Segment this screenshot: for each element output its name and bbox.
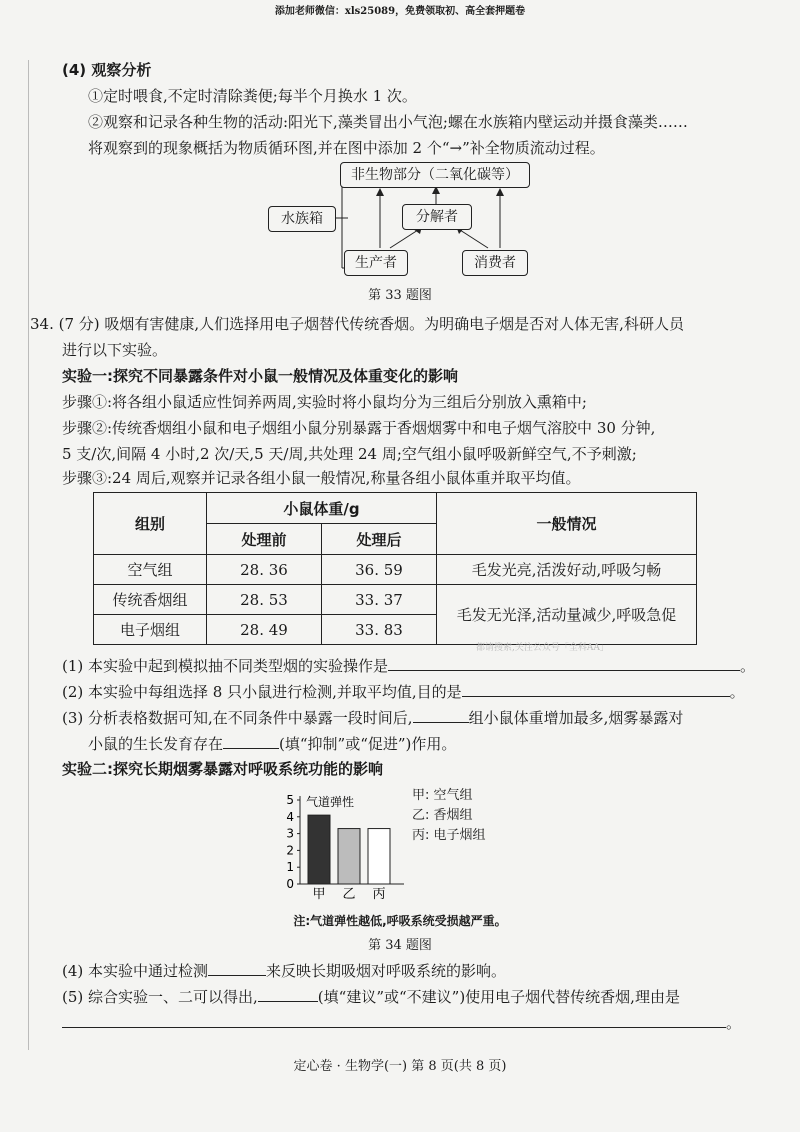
- header-before: 处理前: [207, 524, 322, 555]
- row-before: 28. 49: [207, 615, 322, 645]
- row-group: 电子烟组: [94, 615, 207, 645]
- step-1: 步骤①:将各组小鼠适应性饲养两周,实验时将小鼠均分为三组后分别放入熏箱中;: [62, 393, 587, 411]
- experiment-1-title: 实验一:探究不同暴露条件对小鼠一般情况及体重变化的影响: [62, 367, 459, 385]
- row-after: 36. 59: [322, 555, 437, 585]
- bar-2: [338, 829, 360, 884]
- nonliving-box: 非生物部分（二氧化碳等）: [340, 162, 530, 188]
- bar-3: [368, 829, 390, 884]
- promo-banner: 添加老师微信：xls25089，免费领取初、高全套押题卷: [274, 6, 526, 17]
- x-tick-label: 丙: [372, 887, 386, 902]
- row-before: 28. 53: [207, 585, 322, 615]
- header-weight: 小鼠体重/g: [207, 493, 437, 524]
- sub-question-3-line-1: (3) 分析表格数据可知,在不同条件中暴露一段时间后, 组小鼠体重增加最多,烟雾暴露对: [62, 709, 684, 727]
- header-group: 组别: [94, 493, 207, 555]
- answer-blank-5b[interactable]: [62, 1012, 726, 1028]
- chart-title: 气道弹性: [306, 795, 355, 809]
- sub-question-5: (5) 综合实验一、二可以得出, (填“建议”或“不建议”)使用电子烟代替传统香烟,理由是: [62, 988, 680, 1006]
- x-tick-label: 乙: [342, 887, 356, 902]
- chart-legend: [412, 786, 486, 846]
- figure-34-caption: 第 34 题图: [368, 938, 432, 953]
- q34-intro-line-2: 进行以下实验。: [62, 341, 168, 359]
- x-tick-label: 甲: [312, 887, 326, 902]
- weight-table: [93, 492, 697, 645]
- answer-blank-3b[interactable]: [223, 733, 279, 749]
- bar-1: [308, 815, 330, 884]
- watermark: 都请搜索,关注公众号「全科AA」: [476, 643, 609, 653]
- answer-blank-4[interactable]: [208, 960, 266, 976]
- y-tick-label: 1: [286, 860, 294, 875]
- observation-line-3: 将观察到的现象概括为物质循环图,并在图中添加 2 个“→”补全物质流动过程。: [88, 139, 605, 157]
- row-general: 毛发光亮,活泼好动,呼吸匀畅: [437, 555, 697, 585]
- answer-blank-5a[interactable]: [258, 986, 318, 1002]
- table-row: [94, 585, 697, 615]
- row-after: 33. 37: [322, 585, 437, 615]
- figure-33-caption: 第 33 题图: [368, 288, 432, 303]
- observation-line-1: ①定时喂食,不定时清除粪便;每半个月换水 1 次。: [88, 87, 417, 105]
- row-group: 空气组: [94, 555, 207, 585]
- y-tick-label: 4: [286, 809, 294, 824]
- binding-margin-line: [28, 60, 29, 1050]
- row-group: 传统香烟组: [94, 585, 207, 615]
- legend-item: 乙: 香烟组: [412, 808, 473, 823]
- y-tick-label: 5: [286, 793, 294, 807]
- sub-question-1: (1) 本实验中起到模拟抽不同类型烟的实验操作是 。: [62, 657, 756, 675]
- bar-chart-svg: [276, 786, 416, 902]
- sub-question-5-line-2: 。: [62, 1012, 741, 1033]
- sub-question-2: (2) 本实验中每组选择 8 只小鼠进行检测,并取平均值,目的是 。: [62, 683, 745, 701]
- y-tick-label: 3: [286, 826, 294, 841]
- step-2-line-2: 5 支/次,间隔 4 小时,2 次/天,5 天/周,共处理 24 周;空气组小鼠呼吸新鲜空气,不予刺激;: [62, 445, 637, 463]
- answer-blank-3a[interactable]: [413, 707, 469, 723]
- page-footer: 定心卷 · 生物学(一) 第 8 页(共 8 页): [293, 1059, 507, 1074]
- experiment-2-title: 实验二:探究长期烟雾暴露对呼吸系统功能的影响: [62, 760, 384, 778]
- legend-item: 甲: 空气组: [412, 788, 473, 803]
- table-row: [94, 555, 697, 585]
- producer-box: 生产者: [344, 250, 408, 276]
- row-after: 33. 83: [322, 615, 437, 645]
- row-general: 毛发无光泽,活动量减少,呼吸急促: [437, 585, 697, 645]
- header-general: 一般情况: [437, 493, 697, 555]
- consumer-box: 消费者: [462, 250, 528, 276]
- y-tick-label: 0: [286, 877, 294, 891]
- decomposer-box: 分解者: [402, 204, 472, 230]
- row-before: 28. 36: [207, 555, 322, 585]
- q34-intro-line-1: 34. (7 分) 吸烟有害健康,人们选择用电子烟替代传统香烟。为明确电子烟是否对人体无害,科研人员: [30, 315, 684, 333]
- answer-blank-1[interactable]: [388, 655, 740, 671]
- sub-question-3-line-2: 小鼠的生长发育存在 (填“抑制”或“促进”)作用。: [88, 735, 457, 753]
- aquarium-box: 水族箱: [268, 206, 336, 232]
- answer-blank-2[interactable]: [462, 681, 730, 697]
- step-3: 步骤③:24 周后,观察并记录各组小鼠一般情况,称量各组小鼠体重并取平均值。: [62, 469, 581, 487]
- step-2-line-1: 步骤②:传统香烟组小鼠和电子烟组小鼠分别暴露于香烟烟雾中和电子烟气溶胶中 30 分钟,: [62, 419, 656, 437]
- sub-question-4: (4) 本实验中通过检测 来反映长期吸烟对呼吸系统的影响。: [62, 962, 507, 980]
- chart-note: 注:气道弹性越低,呼吸系统受损越严重。: [293, 914, 507, 928]
- observation-line-2: ②观察和记录各种生物的活动:阳光下,藻类冒出小气泡;螺在水族箱内壁运动并摄食藻类……: [88, 113, 688, 131]
- legend-item: 丙: 电子烟组: [412, 828, 486, 843]
- y-tick-label: 2: [286, 843, 294, 858]
- observation-heading: (4) 观察分析: [62, 61, 152, 79]
- header-after: 处理后: [322, 524, 437, 555]
